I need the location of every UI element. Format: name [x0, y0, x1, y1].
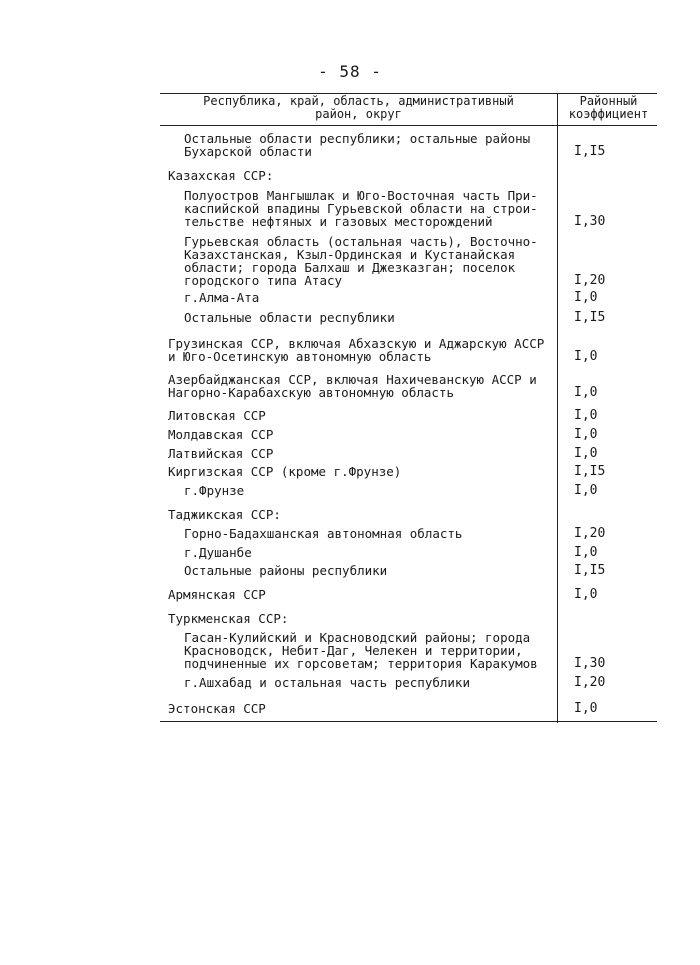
row-region: Эстонская ССР — [168, 701, 266, 716]
row-region: Гасан-Кулийский и Красноводский районы; города Красноводск, Небит-Даг, Челекен и территории, подчиненные их горсоветам; территория Каракумов — [184, 630, 538, 671]
row-coefficient: I,0 — [574, 701, 598, 716]
row-coefficient: I,0 — [574, 483, 598, 498]
row-region: Горно-Бадахшанская автономная область — [184, 526, 463, 541]
row-region: Грузинская ССР, включая Абхазскую и Аджарскую АССР и Юго-Осетинскую автономную область — [168, 336, 545, 364]
row-coefficient: I,20 — [574, 526, 606, 541]
table-header-rule — [160, 125, 657, 126]
row-region: Армянская ССР — [168, 587, 266, 602]
row-region: Азербайджанская ССР, включая Нахичеванскую АССР и Нагорно-Карабахскую автономную область — [168, 372, 537, 400]
row-coefficient: I,I5 — [574, 310, 606, 325]
regional-coefficient-table — [160, 93, 657, 723]
header-coefficient — [560, 95, 657, 121]
column-divider — [557, 93, 558, 723]
row-coefficient: I,30 — [574, 214, 606, 229]
row-coefficient: I,0 — [574, 290, 598, 305]
row-coefficient: I,0 — [574, 545, 598, 560]
row-region: г.Алма-Ата — [184, 290, 260, 305]
row-region: Казахская ССР: — [168, 168, 274, 183]
row-coefficient: I,I5 — [574, 144, 606, 159]
row-region: Остальные районы республики — [184, 563, 388, 578]
row-coefficient: I,0 — [574, 446, 598, 461]
row-region: г.Душанбе — [184, 545, 252, 560]
row-coefficient: I,I5 — [574, 563, 606, 578]
row-coefficient: I,20 — [574, 675, 606, 690]
row-coefficient: I,0 — [574, 385, 598, 400]
row-region: Туркменская ССР: — [168, 611, 289, 626]
row-region: г.Ашхабад и остальная часть республики — [184, 675, 470, 690]
row-region: Таджикская ССР: — [168, 507, 281, 522]
row-region: Полуостров Мангышлак и Юго-Восточная часть При- каспийской впадины Гурьевской области на строи- тельстве нефтяных и газовых месторождений — [184, 188, 538, 229]
row-region: Латвийская ССР — [168, 446, 274, 461]
row-region: Гурьевская область (остальная часть), Восточно- Казахстанская, Кзыл-Ординская и Кустанайская области; города Балхаш и Джезказган; поселок городского типа Атасу — [184, 234, 538, 288]
row-coefficient: I,20 — [574, 273, 606, 288]
row-coefficient: I,30 — [574, 656, 606, 671]
row-region: Молдавская ССР — [168, 427, 274, 442]
row-coefficient: I,I5 — [574, 464, 606, 479]
table-bottom-rule — [160, 721, 657, 722]
row-region: Остальные области республики; остальные районы Бухарской области — [184, 131, 531, 159]
page-number: - 58 - — [318, 62, 382, 81]
row-coefficient: I,0 — [574, 408, 598, 423]
header-region-text: Республика, край, область, административный район, округ — [203, 94, 514, 121]
header-region — [160, 95, 557, 121]
row-region: г.Фрунзе — [184, 483, 245, 498]
row-region: Остальные области республики — [184, 310, 395, 325]
row-region: Литовская ССР — [168, 408, 266, 423]
header-coefficient-text: Районный коэффициент — [568, 94, 649, 121]
row-region: Киргизская ССР (кроме г.Фрунзе) — [168, 464, 402, 479]
row-coefficient: I,0 — [574, 587, 598, 602]
row-coefficient: I,0 — [574, 427, 598, 442]
row-coefficient: I,0 — [574, 349, 598, 364]
